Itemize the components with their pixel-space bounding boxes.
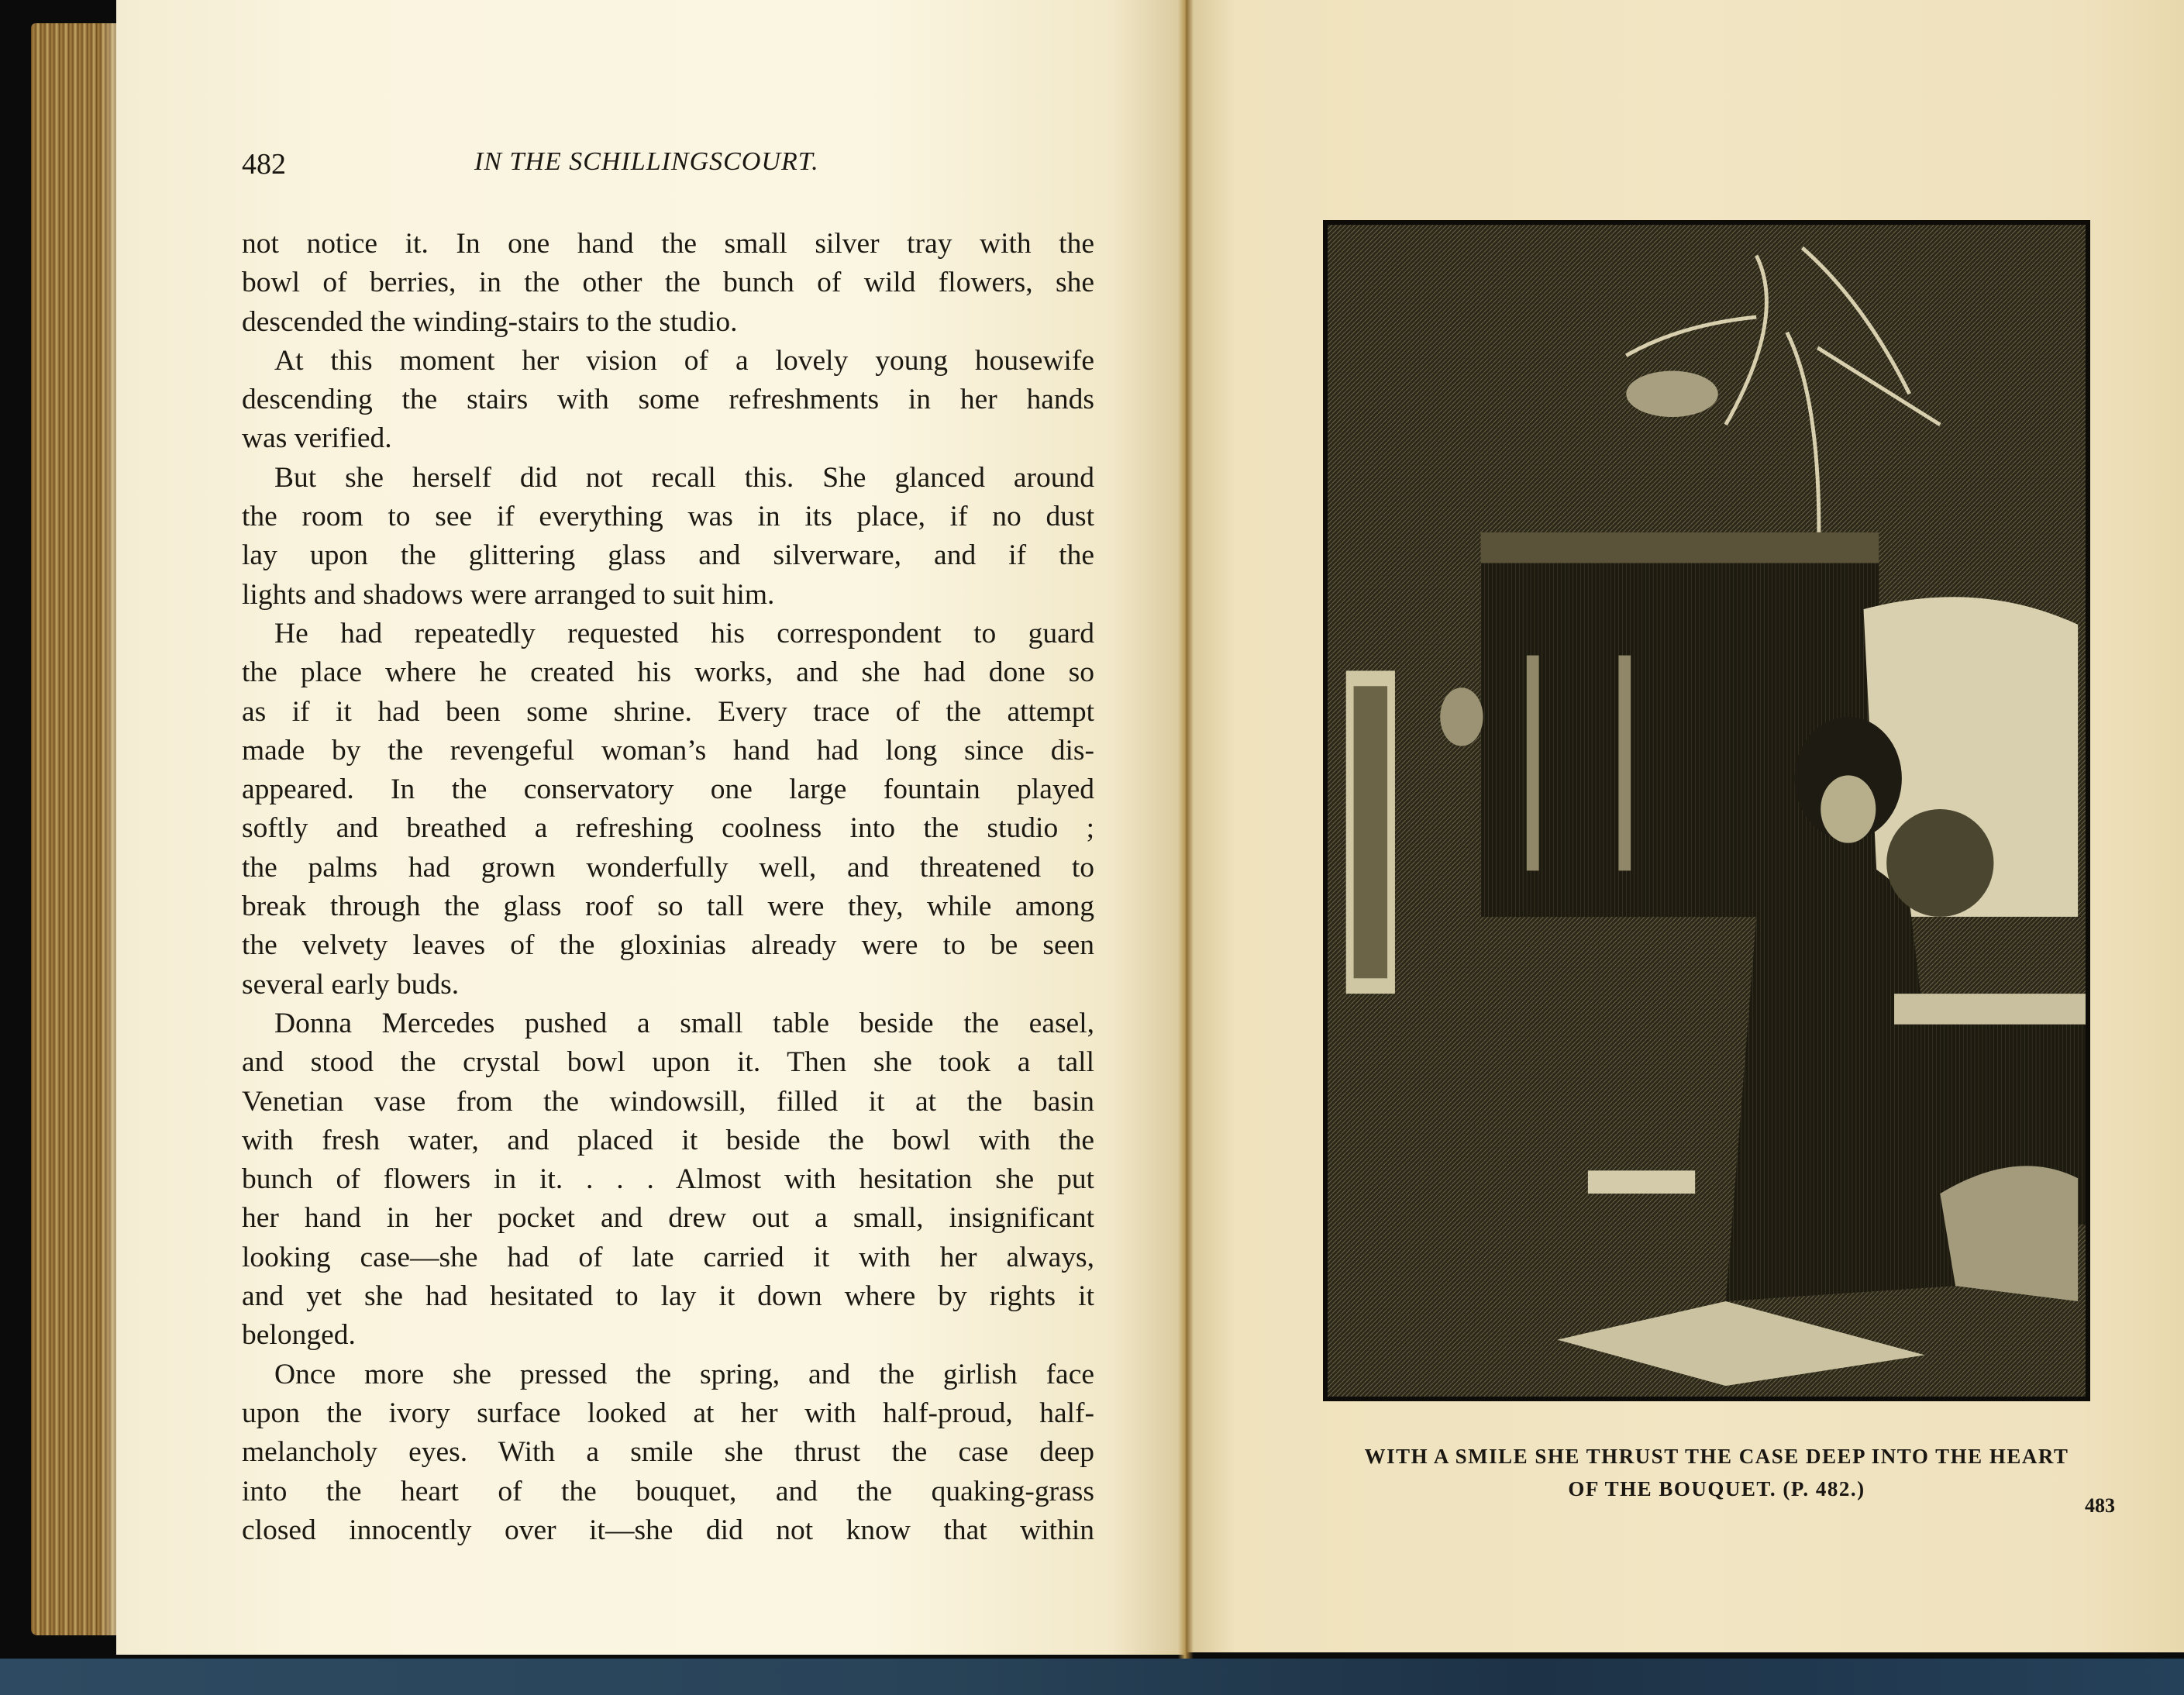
text-line: the velvety leaves of the gloxinias already were to be seen bbox=[242, 929, 1094, 962]
text-line: bowl of berries, in the other the bunch of wild flowers, she bbox=[242, 267, 1094, 299]
text-line: into the heart of the bouquet, and the quaking-grass bbox=[242, 1475, 1094, 1507]
text-line: belonged. bbox=[242, 1319, 356, 1352]
text-line: as if it had been some shrine. Every trace of the attempt bbox=[242, 695, 1094, 728]
text-line: the place where he created his works, and she had done so bbox=[242, 656, 1094, 689]
body-text bbox=[242, 225, 1094, 1550]
illustration-engraving bbox=[1323, 220, 2090, 1401]
text-line: softly and breathed a refreshing coolness into the studio ; bbox=[242, 812, 1094, 845]
text-line: He had repeatedly requested his correspondent to guard bbox=[274, 617, 1094, 649]
text-line: Once more she pressed the spring, and the girlish face bbox=[274, 1358, 1094, 1390]
text-line: descending the stairs with some refreshments in her hands bbox=[242, 384, 1094, 416]
text-line: the room to see if everything was in its place, if no dust bbox=[242, 501, 1094, 533]
caption-line-1: WITH A SMILE SHE THRUST THE CASE DEEP INTO THE HEART bbox=[1364, 1445, 2069, 1468]
text-line: descended the winding-stairs to the studio. bbox=[242, 305, 738, 338]
text-line: melancholy eyes. With a smile she thrust the case deep bbox=[242, 1436, 1094, 1469]
text-line: lay upon the glittering glass and silverware, and if the bbox=[242, 539, 1094, 572]
text-line: made by the revengeful woman’s hand had long since dis- bbox=[242, 734, 1094, 767]
text-line: not notice it. In one hand the small silver tray with the bbox=[242, 228, 1094, 260]
text-line: upon the ivory surface looked at her with half-proud, half- bbox=[242, 1397, 1094, 1429]
running-head bbox=[242, 147, 1093, 186]
page-number-left: 482 bbox=[242, 148, 286, 181]
text-line: Venetian vase from the windowsill, filled it at the basin bbox=[242, 1085, 1094, 1118]
engraving-image bbox=[1328, 225, 2086, 1397]
text-line: Donna Mercedes pushed a small table beside the easel, bbox=[274, 1007, 1094, 1039]
text-line: several early buds. bbox=[242, 968, 460, 1001]
caption-line-2: OF THE BOUQUET. (P. 482.) bbox=[1568, 1477, 1865, 1500]
text-line: looking case—she had of late carried it with her always, bbox=[242, 1241, 1094, 1273]
book-spine-gutter bbox=[1178, 0, 1194, 1659]
text-line: was verified. bbox=[242, 422, 392, 455]
illustration-caption bbox=[1333, 1440, 2100, 1505]
text-line: appeared. In the conservatory one large fountain played bbox=[242, 773, 1094, 806]
text-line: the palms had grown wonderfully well, and threatened to bbox=[242, 851, 1094, 884]
small-table bbox=[1588, 1170, 1695, 1194]
man-face bbox=[1440, 687, 1483, 746]
text-line: and stood the crystal bowl upon it. Then she took a tall bbox=[242, 1046, 1094, 1079]
text-line: lights and shadows were arranged to suit him. bbox=[242, 578, 775, 611]
running-title: IN THE SCHILLINGSCOURT. bbox=[474, 147, 819, 176]
scanner-background bbox=[0, 1659, 2184, 1695]
text-line: break through the glass roof so tall were they, while among bbox=[242, 891, 1094, 923]
text-line: closed innocently over it—she did not know that within bbox=[242, 1514, 1094, 1546]
text-line: her hand in her pocket and drew out a small, insignificant bbox=[242, 1202, 1094, 1235]
bird-ornament bbox=[1626, 371, 1718, 418]
text-line: and yet she had hesitated to lay it down where by rights it bbox=[242, 1280, 1094, 1313]
rock bbox=[1940, 1166, 2078, 1301]
table bbox=[1894, 994, 2086, 1025]
text-line: But she herself did not recall this. She glanced around bbox=[274, 461, 1094, 494]
text-line: At this moment her vision of a lovely young housewife bbox=[274, 344, 1094, 377]
text-line: with fresh water, and placed it beside the bowl with the bbox=[242, 1124, 1094, 1156]
bouquet bbox=[1886, 809, 1993, 917]
page-number-right: 483 bbox=[2085, 1494, 2115, 1517]
text-line: bunch of flowers in it. . . . Almost with hesitation she put bbox=[242, 1163, 1094, 1196]
